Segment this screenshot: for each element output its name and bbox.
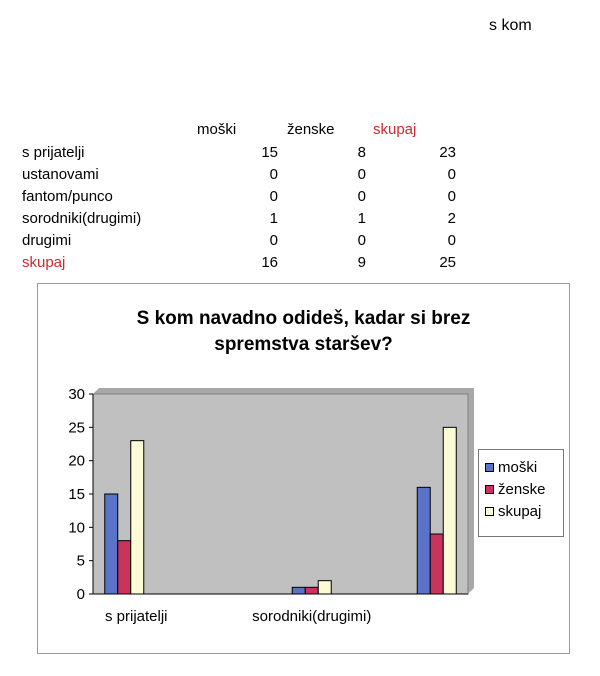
col-header-skupaj: skupaj [373, 121, 417, 138]
cell-zenske: 0 [357, 188, 366, 205]
bar [292, 587, 305, 594]
cell-zenske: 0 [357, 166, 366, 183]
cell-zenske: 1 [357, 210, 366, 227]
y-tick-label: 15 [68, 486, 85, 503]
y-tick-label: 30 [68, 386, 85, 403]
legend-item [485, 500, 563, 522]
cell-skupaj: 25 [439, 254, 456, 271]
col-header-moski: moški [197, 121, 237, 138]
chart-title-line1: S kom navadno odideš, kadar si brez [136, 308, 471, 329]
cell-zenske: 9 [357, 254, 366, 271]
legend-item [485, 478, 563, 500]
cell-zenske: 0 [357, 232, 366, 249]
cell-moski: 16 [261, 254, 278, 271]
plot-background [93, 394, 468, 594]
cell-skupaj: 0 [447, 188, 456, 205]
col-header-zenske: ženske [287, 121, 335, 138]
legend-label: ženske [498, 480, 546, 498]
bar [131, 441, 144, 594]
cell-zenske: 8 [357, 144, 366, 161]
y-tick-label: 10 [68, 519, 85, 537]
x-tick-label: sorodniki(drugimi) [252, 608, 372, 625]
legend-label: moški [498, 458, 538, 476]
y-tick-label: 25 [68, 419, 85, 437]
legend-swatch-zenske [485, 485, 494, 494]
bar [417, 487, 430, 594]
legend-label: skupaj [498, 502, 542, 520]
legend-swatch-moski [485, 463, 494, 472]
bar [305, 587, 318, 594]
row-label: drugimi [22, 232, 72, 249]
cell-skupaj: 0 [447, 166, 456, 183]
cell-skupaj: 23 [439, 144, 456, 161]
cell-moski: 0 [269, 188, 278, 205]
bar [443, 427, 456, 594]
bar [105, 494, 118, 594]
cell-moski: 1 [269, 210, 278, 227]
cell-skupaj: 0 [447, 232, 456, 249]
y-tick-label: 0 [76, 586, 85, 603]
chart-legend [478, 449, 564, 537]
x-tick-label: s prijatelji [104, 608, 168, 625]
row-label: sorodniki(drugimi) [22, 210, 142, 227]
y-tick-label: 20 [68, 452, 85, 470]
chart-title-line2: spremstva staršev? [214, 334, 393, 355]
row-label: s prijatelji [22, 144, 85, 161]
cell-skupaj: 2 [447, 210, 456, 227]
chart-area [37, 283, 570, 654]
bar [318, 581, 331, 594]
cell-moski: 0 [269, 166, 278, 183]
legend-swatch-skupaj [485, 507, 494, 516]
cell-moski: 15 [261, 144, 278, 161]
legend-item [485, 456, 563, 478]
row-label-total: skupaj [22, 254, 66, 271]
cell-moski: 0 [269, 232, 278, 249]
bar [430, 534, 443, 594]
page-heading: s kom [489, 17, 532, 34]
y-tick-label: 5 [76, 552, 85, 570]
row-label: ustanovami [22, 166, 99, 183]
row-label: fantom/punco [22, 188, 113, 205]
bar [118, 541, 131, 594]
